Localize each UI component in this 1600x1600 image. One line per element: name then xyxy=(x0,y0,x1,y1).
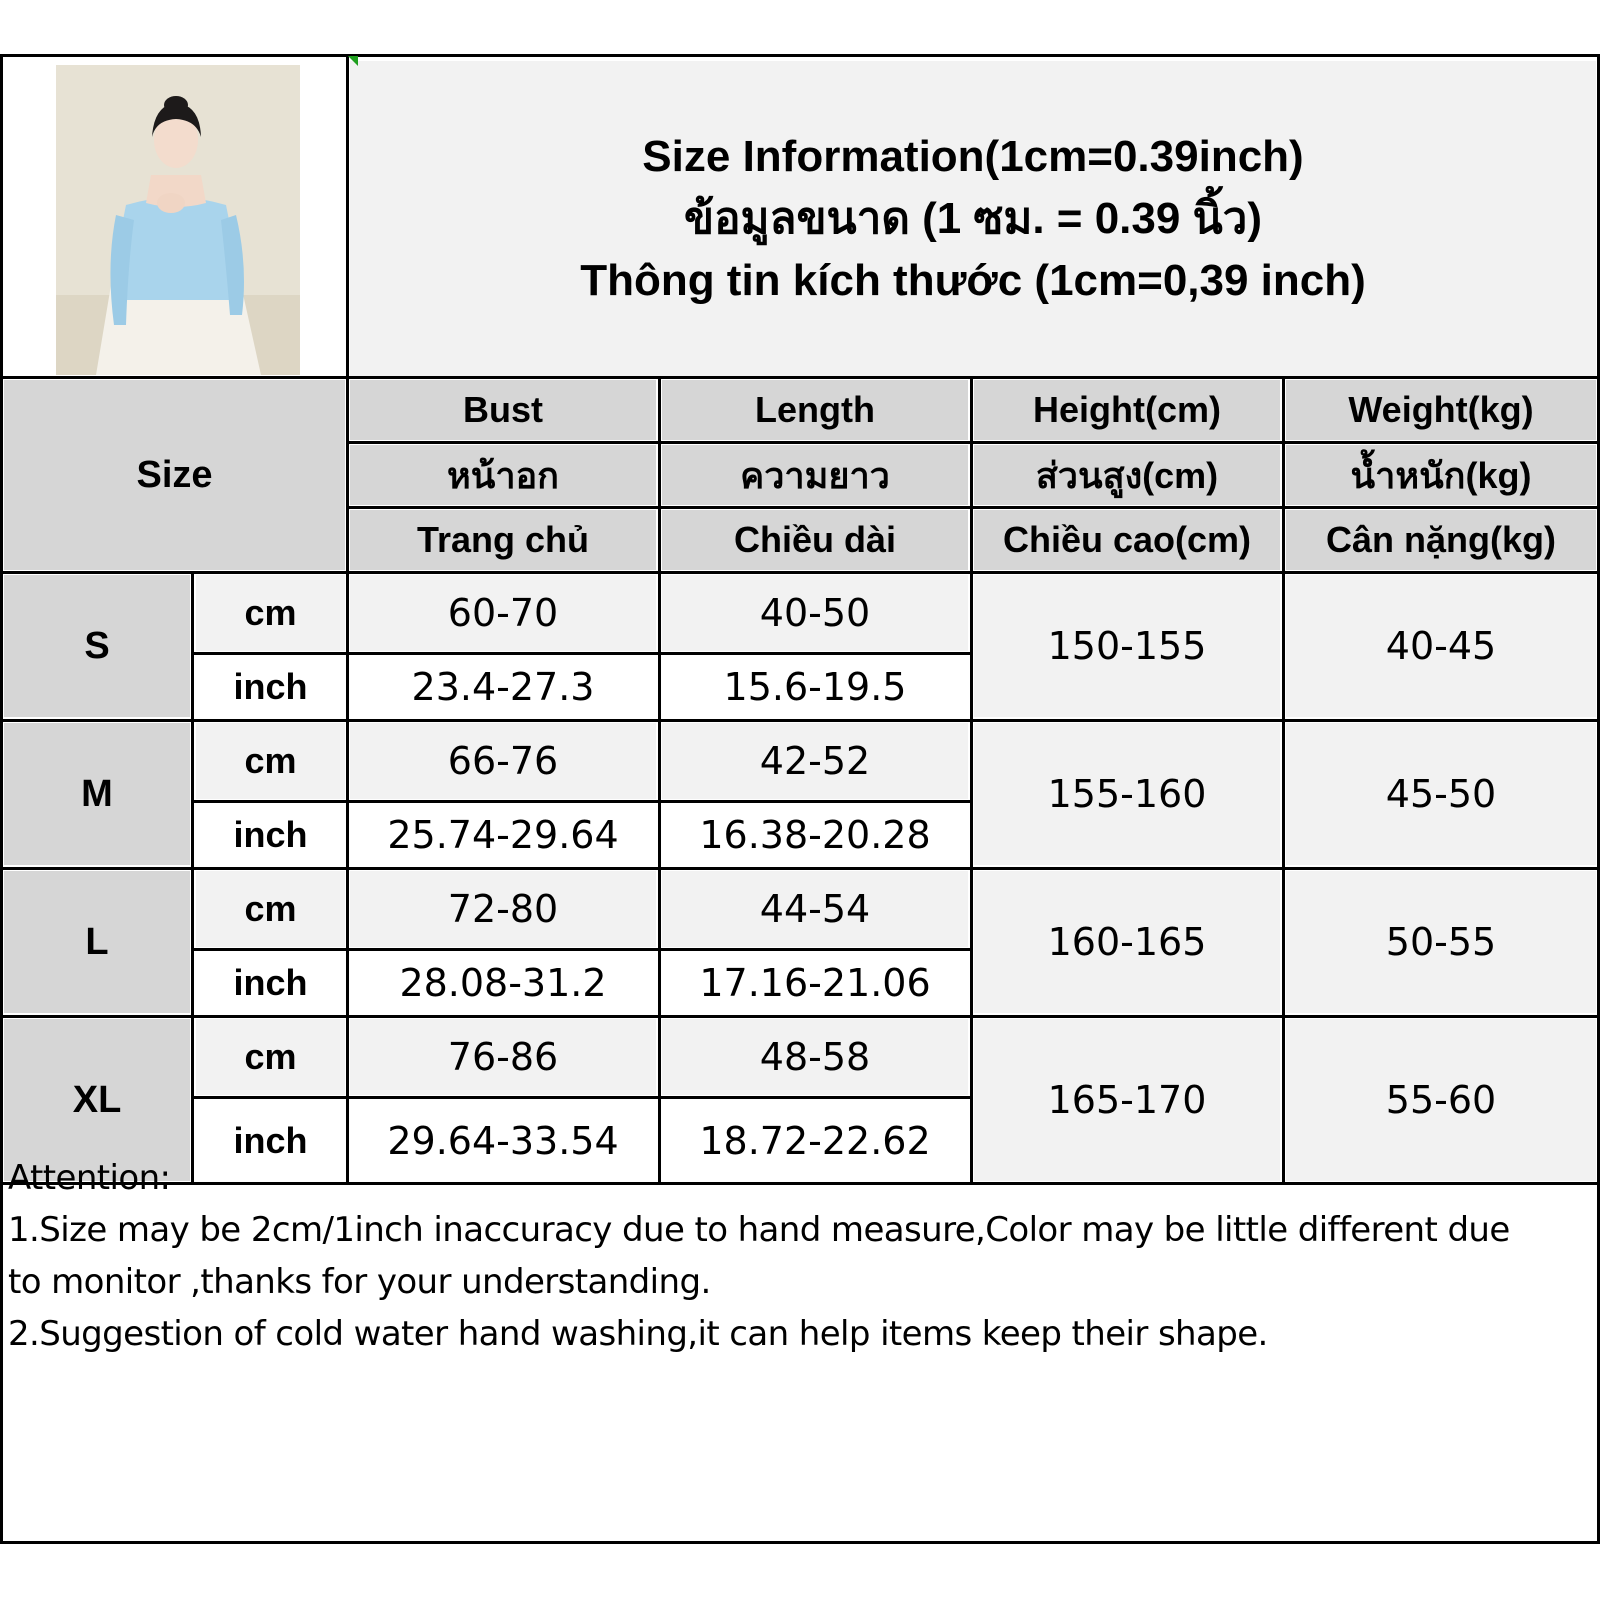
grid-line xyxy=(0,867,1600,870)
grid-line xyxy=(191,573,194,1183)
model-photo-illustration xyxy=(56,65,300,375)
size-xl-length-inch: 18.72-22.62 xyxy=(662,1100,968,1181)
title-english: Size Information(1cm=0.39inch) xyxy=(642,131,1304,181)
corner-marker xyxy=(348,56,358,66)
notes-line-2: to monitor ,thanks for your understanding. xyxy=(8,1262,711,1302)
weight-header-en: Weight(kg) xyxy=(1286,380,1596,440)
bust-header-vi: Trang chủ xyxy=(350,510,656,570)
grid-line xyxy=(0,1015,1600,1018)
size-s-label: S xyxy=(4,575,190,717)
size-l-weight: 50-55 xyxy=(1286,871,1596,1013)
size-s-unit-cm: cm xyxy=(196,575,345,651)
notes-heading: Attention: xyxy=(8,1158,171,1198)
size-m-weight: 45-50 xyxy=(1286,723,1596,865)
size-l-length-cm: 44-54 xyxy=(662,871,968,947)
size-s-length-inch: 15.6-19.5 xyxy=(662,656,968,717)
size-l-bust-cm: 72-80 xyxy=(350,871,656,947)
title-vietnamese: Thông tin kích thước (1cm=0,39 inch) xyxy=(580,255,1366,305)
bust-header-en: Bust xyxy=(350,380,656,440)
size-l-height: 160-165 xyxy=(974,871,1280,1013)
grid-line xyxy=(0,1183,3,1544)
height-header-th: ส่วนสูง(cm) xyxy=(974,445,1280,505)
grid-line xyxy=(194,652,972,655)
notes-line-3: 2.Suggestion of cold water hand washing,it can help items keep their shape. xyxy=(8,1314,1268,1354)
grid-line xyxy=(1282,378,1285,1183)
weight-header-th: น้ำหนัก(kg) xyxy=(1286,445,1596,505)
title-panel xyxy=(350,61,1596,376)
size-xl-bust-inch: 29.64-33.54 xyxy=(350,1100,656,1181)
size-m-unit-cm: cm xyxy=(196,723,345,799)
product-photo xyxy=(56,65,300,375)
attention-notes xyxy=(8,1152,1592,1360)
size-s-unit-inch: inch xyxy=(196,656,345,717)
length-header-en: Length xyxy=(662,380,968,440)
size-xl-unit-cm: cm xyxy=(196,1019,345,1095)
size-m-bust-cm: 66-76 xyxy=(350,723,656,799)
size-m-unit-inch: inch xyxy=(196,804,345,865)
size-l-length-inch: 17.16-21.06 xyxy=(662,952,968,1013)
notes-line-1: 1.Size may be 2cm/1inch inaccuracy due to hand measure,Color may be little different due xyxy=(8,1210,1510,1250)
size-l-unit-inch: inch xyxy=(196,952,345,1013)
bust-header-th: หน้าอก xyxy=(350,445,656,505)
size-xl-label: XL xyxy=(4,1019,190,1181)
size-m-label: M xyxy=(4,723,190,865)
size-l-bust-inch: 28.08-31.2 xyxy=(350,952,656,1013)
size-m-length-inch: 16.38-20.28 xyxy=(662,804,968,865)
size-s-length-cm: 40-50 xyxy=(662,575,968,651)
grid-line xyxy=(349,441,1600,444)
grid-line xyxy=(349,506,1600,509)
size-header: Size xyxy=(4,380,345,570)
size-xl-length-cm: 48-58 xyxy=(662,1019,968,1095)
size-xl-unit-inch: inch xyxy=(196,1100,345,1181)
grid-line xyxy=(0,719,1600,722)
size-m-height: 155-160 xyxy=(974,723,1280,865)
size-s-bust-cm: 60-70 xyxy=(350,575,656,651)
grid-line xyxy=(194,800,972,803)
size-s-bust-inch: 23.4-27.3 xyxy=(350,656,656,717)
grid-line xyxy=(0,376,1600,379)
grid-line xyxy=(194,948,972,951)
size-m-bust-inch: 25.74-29.64 xyxy=(350,804,656,865)
size-xl-bust-cm: 76-86 xyxy=(350,1019,656,1095)
size-m-length-cm: 42-52 xyxy=(662,723,968,799)
grid-line xyxy=(658,378,661,1183)
height-header-vi: Chiều cao(cm) xyxy=(974,510,1280,570)
height-header-en: Height(cm) xyxy=(974,380,1280,440)
size-l-unit-cm: cm xyxy=(196,871,345,947)
size-l-label: L xyxy=(4,871,190,1013)
size-s-height: 150-155 xyxy=(974,575,1280,717)
grid-line xyxy=(0,571,1600,574)
weight-header-vi: Cân nặng(kg) xyxy=(1286,510,1596,570)
length-header-th: ความยาว xyxy=(662,445,968,505)
length-header-vi: Chiều dài xyxy=(662,510,968,570)
grid-line xyxy=(970,378,973,1183)
size-xl-weight: 55-60 xyxy=(1286,1019,1596,1181)
size-s-weight: 40-45 xyxy=(1286,575,1596,717)
grid-line xyxy=(194,1096,972,1099)
product-photo-cell xyxy=(4,61,344,376)
size-xl-height: 165-170 xyxy=(974,1019,1280,1181)
title-thai: ข้อมูลขนาด (1 ซม. = 0.39 นิ้ว) xyxy=(683,193,1262,243)
